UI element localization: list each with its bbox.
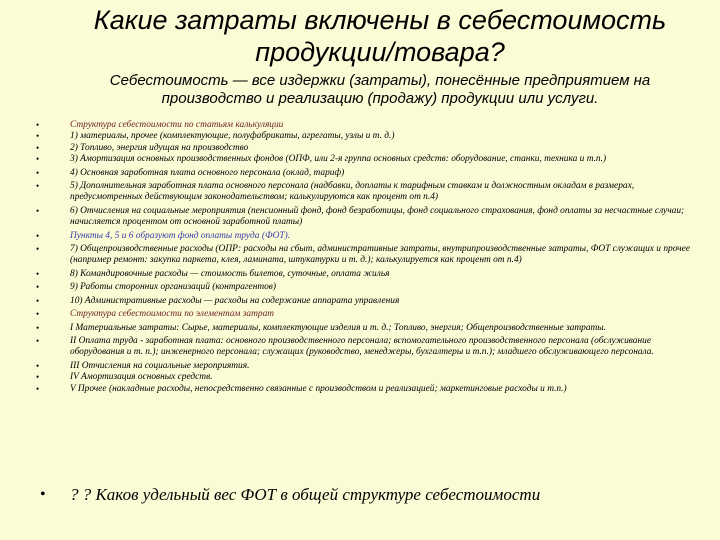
list-item-text: 9) Работы сторонних организаций (контрагентов) <box>70 282 277 293</box>
list-item-text: 10) Административные расходы — расходы на содержание аппарата управления <box>70 295 400 306</box>
question-item <box>36 484 704 506</box>
bullet-icon: • <box>36 154 40 165</box>
bullet-icon: • <box>36 205 40 216</box>
list-item <box>36 244 704 267</box>
list-item <box>36 154 704 165</box>
bullet-icon: • <box>36 322 40 333</box>
bullet-icon: • <box>36 181 40 192</box>
list-item-text: 8) Командировочные расходы — стоимость билетов, суточные, оплата жилья <box>70 268 390 279</box>
list-item-text: 7) Общепроизводственные расходы (ОПР: расходы на сбыт, административные затраты, внутрипроизводственные затраты, ФОТ служащих и прочее (например ремонт: закупка паркета, клея, ламината, штукатурки и т. д.); калькулируется как процент от п.4) <box>70 244 690 266</box>
list-item <box>36 143 704 154</box>
list-item-text: 3) Амортизация основных производственных фондов (ОПФ, или 2-я группа основных средств: оборудование, станки, техника и т.п.) <box>70 154 607 165</box>
bullet-icon: • <box>36 335 40 346</box>
bullet-icon: • <box>36 309 40 320</box>
slide-title: Какие затраты включены в себестоимость продукции/товара? <box>93 5 667 67</box>
bullet-icon: • <box>36 142 40 153</box>
list-item <box>36 269 704 280</box>
list-item-text: V Прочее (накладные расходы, непосредственно связанные с производством и реализацией; маркетинговые расходы и т.п.) <box>70 383 567 394</box>
list-item <box>36 168 704 179</box>
bullet-icon: • <box>36 360 40 371</box>
list-item <box>36 120 704 131</box>
bullet-icon: • <box>36 295 40 306</box>
list-item <box>36 206 704 229</box>
bullet-icon: • <box>36 120 40 130</box>
bullet-icon: • <box>36 282 40 293</box>
list-item-text: 6) Отчисления на социальные мероприятия (пенсионный фонд, фонд безработицы, фонд социального страхования, фонд оплаты за несчастные случаи; начисляется процентом от основной заработной платы) <box>70 205 685 228</box>
cost-structure-list <box>36 120 704 395</box>
bullet-icon: • <box>36 383 40 394</box>
list-item <box>36 336 704 359</box>
bullet-icon: • <box>40 486 46 503</box>
list-item <box>36 323 704 334</box>
list-item <box>36 231 704 242</box>
list-item-text: 4) Основная заработная плата основного персонала (оклад, тариф) <box>70 167 345 178</box>
list-item-text: 5) Дополнительная заработная плата основного персонала (надбавки, доплаты к тарифным ставкам и должностным окладам в размерах, предусмотренных действующим законодательством; калькулируются как процент от п.4) <box>70 181 635 203</box>
list-item-text: 1) материалы, прочее (комплектующие, полуфабрикаты, агрегаты, узлы и т. д.) <box>70 131 395 142</box>
list-item-text: 2) Топливо, энергия идущая на производство <box>70 142 249 153</box>
list-item <box>36 361 704 372</box>
slide-subtitle: Себестоимость — все издержки (затраты), понесённые предприятием на производство и реализацию (продажу) продукции или услуги. <box>109 72 651 107</box>
bullet-icon: • <box>36 268 40 279</box>
list-item <box>36 282 704 293</box>
bullet-icon: • <box>36 230 40 241</box>
list-item <box>36 384 704 395</box>
list-item-text: I Материальные затраты: Сырье, материалы, комплектующие изделия и т. д.; Топливо, энергия; Общепроизводственные затраты. <box>70 322 606 333</box>
list-item-text: III Отчисления на социальные мероприятия. <box>70 360 250 371</box>
bullet-icon: • <box>36 167 40 178</box>
list-item <box>36 131 704 142</box>
list-item-text: IV Амортизация основных средств. <box>70 372 213 383</box>
bullet-icon: • <box>36 131 40 142</box>
question-text: ? ? Каков удельный вес ФОТ в общей структуре себестоимости <box>70 485 541 504</box>
list-item <box>36 372 704 383</box>
list-item-text: Структура себестоимости по элементам затрат <box>70 309 275 320</box>
list-item-text: II Оплата труда - заработная плата: основного производственного персонала; вспомогательного производственного персонала (обслуживание оборудования и т. п.); инженерного персонала; служащих (руководство, менеджеры, бухгалтеры и т.п.); младшего обслуживающего персонала. <box>70 335 654 358</box>
list-item-text: Пункты 4, 5 и 6 образуют фонд оплаты труда (ФОТ). <box>70 230 291 241</box>
list-item <box>36 309 704 320</box>
list-item-text: Структура себестоимости по статьям калькуляции <box>70 120 284 130</box>
bullet-icon: • <box>36 244 40 255</box>
list-item <box>36 181 704 204</box>
list-item <box>36 296 704 307</box>
bullet-icon: • <box>36 372 40 383</box>
